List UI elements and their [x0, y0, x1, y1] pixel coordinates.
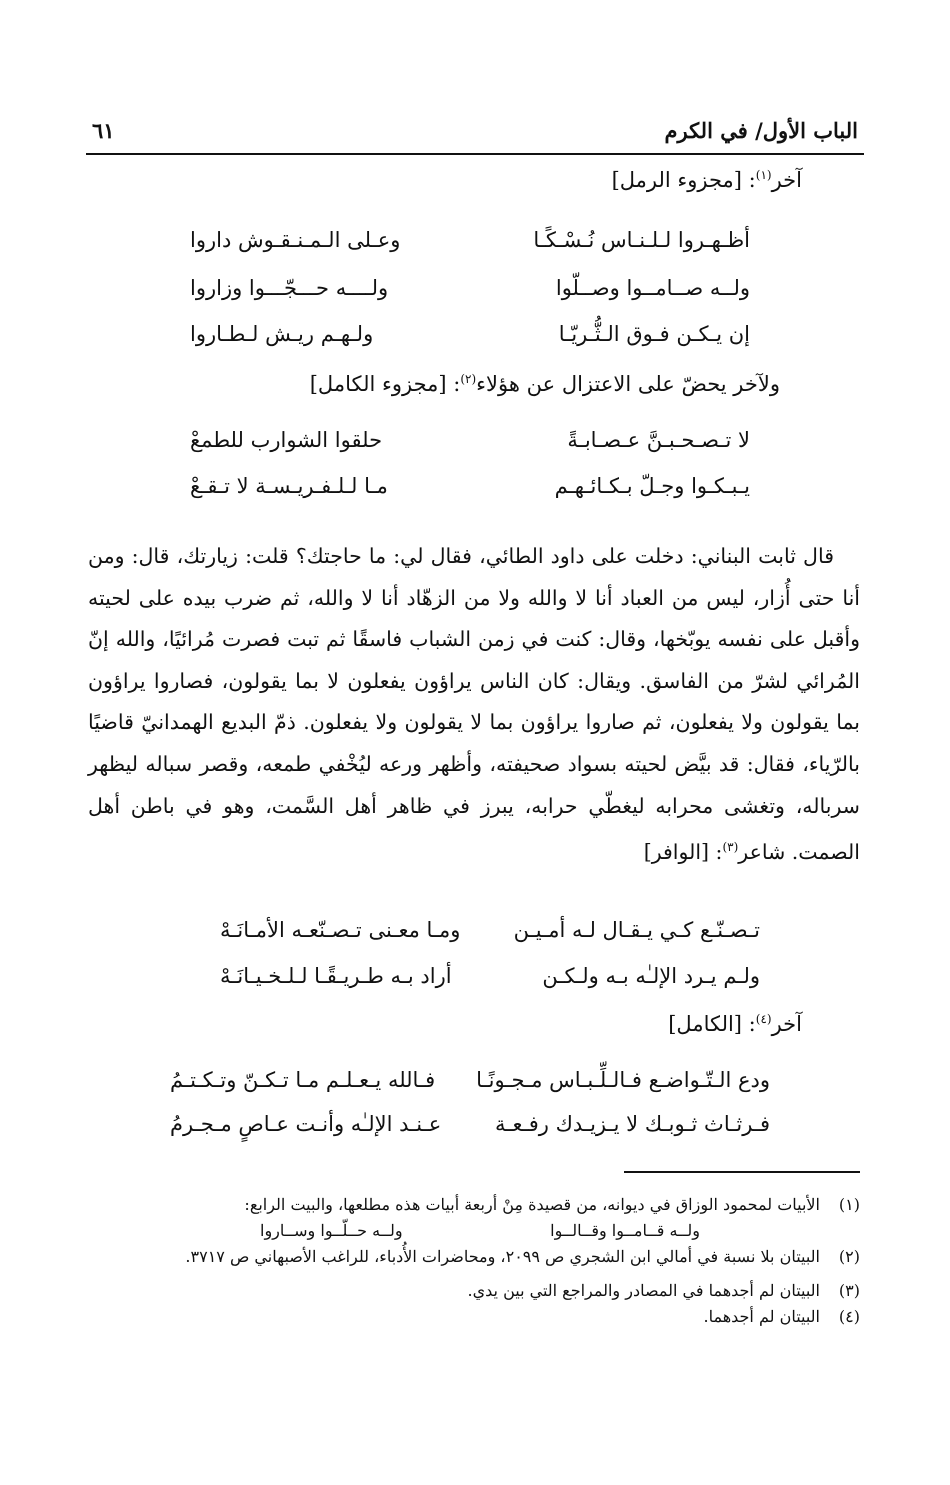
verse-line — [190, 228, 750, 268]
footnote-text: البيتان بلا نسبة في أمالي ابن الشجري ص ٢٠٩٩، ومحاضرات الأُدباء، للراغب الأصبهاني ص ٣٧١٧. — [185, 1247, 820, 1266]
footnote-verse — [260, 1218, 700, 1244]
first-hemistich: ولــه صــامــوا وصــلّوا — [555, 276, 750, 300]
poem-intro-4 — [668, 1012, 802, 1036]
poem-intro-2 — [310, 372, 780, 396]
second-hemistich: فـالله يـعـلـم مـا تـكـنّ وتـكـتـمُ — [170, 1068, 436, 1092]
footnote-ref[interactable]: (٣) — [722, 840, 739, 855]
footnote-number: (٣) — [838, 1281, 860, 1300]
second-hemistich: ولــــه حـــجّـــوا وزاروا — [190, 276, 389, 300]
second-hemistich: وعـلى الـمـنـقـوش داروا — [190, 228, 401, 252]
meter-label: : [الكامل] — [668, 1012, 756, 1036]
footnotes — [82, 1192, 860, 1330]
first-hemistich: إن يـكـن فـوق الـثُّـريّـا — [558, 322, 750, 346]
footnote-number: (٤) — [838, 1307, 860, 1326]
footnote-item — [82, 1278, 860, 1304]
meter-label: : [الوافر] — [643, 839, 723, 864]
header-rule — [86, 153, 864, 155]
poem-intro-1 — [612, 168, 802, 192]
second-hemistich: ومـا معـنى تـصـنّعـه الأمـانَـهْ — [220, 918, 461, 942]
first-hemistich: ولـم يـرد الإلـٰه بـه ولـكـن — [542, 964, 760, 988]
verse-line — [190, 322, 750, 362]
intro-text: ولآخر يحضّ على الاعتزال عن هؤلاء — [476, 372, 780, 396]
footnote-text: البيتان لم أجدهما. — [703, 1307, 820, 1326]
footnote-number: (١) — [838, 1195, 860, 1214]
verse-line — [220, 918, 760, 958]
footnote-ref[interactable]: (١) — [755, 168, 772, 182]
intro-word: آخر — [771, 168, 802, 192]
first-hemistich: ودع الـتّـواضـع فـالـلِّـبـاس مـجـونًـا — [476, 1068, 770, 1092]
first-hemistich: فـرثـاث ثـوبـك لا يـزيـدك رفـعـة — [495, 1112, 770, 1136]
footnote-number: (٢) — [838, 1247, 860, 1266]
verse-line — [190, 428, 750, 468]
first-hemistich: يـبـكـوا وجـلّ بـكـائـهـم — [554, 474, 750, 498]
footnote-ref[interactable]: (٢) — [460, 372, 477, 386]
first-hemistich: ولــه قــامــوا وقــالــوا — [550, 1221, 700, 1240]
footnote-rule — [624, 1171, 860, 1173]
footnote-item — [82, 1304, 860, 1330]
second-hemistich: حلقوا الشوارب للطمعْ — [190, 428, 383, 452]
verse-line — [220, 964, 760, 1004]
meter-label: : [مجزوء الكامل] — [309, 372, 461, 396]
prose-paragraph — [88, 536, 860, 874]
first-hemistich: تـصـنّـع كـي يـقـال لـه أمـيـن — [513, 918, 760, 942]
prose-text: قال ثابت البناني: دخلت على داود الطائي، فقال لي: ما حاجتك؟ قلت: زيارتك، قال: ومن أنا حتى أُزار، ليس من العباد أنا لا والله ولا من الزهّاد أنا لا والله، ثم ضرب بيده على لحيته وأقبل على نفسه يوبّخها، وقال: كنت في زمن الشباب فاسقًا ثم تبت فصرت مُرائيًا، والله إنّ المُرائي لشرّ من الفاسق. ويقال: كان الناس يراؤون يفعلون لا بما يقولون، فصاروا يراؤون بما يقولون ولا يفعلون، ثم صاروا يراؤون بما لا يقولون ولا يفعلون. ذمّ البديع الهمدانيّ قاضيًا بالرّياء، فقال: قد بيَّض لحيته بسواد صحيفته، وأظهر ورعه ليُخْفي طمعه، وقصر سباله ليظهر سرباله، وتغشى محرابه ليغطّي حرابه، يبرز في ظاهر أهل السَّمت، وهو في باطن أهل الصمت. شاعر — [88, 544, 860, 864]
verse-line — [190, 474, 750, 514]
footnote-text: الأبيات لمحمود الوزاق في ديوانه، من قصيدة مِنْ أربعة أبيات هذه مطلعها، والبيت الرابع: — [244, 1195, 820, 1214]
second-hemistich: أراد بـه طـريـقًـا لـلـخـيـانَـهْ — [220, 964, 452, 988]
verse-line — [170, 1112, 770, 1152]
footnote-ref[interactable]: (٤) — [755, 1012, 772, 1026]
footnote-item — [82, 1244, 860, 1270]
meter-label: : [مجزوء الرمل] — [611, 168, 756, 192]
verse-line — [170, 1068, 770, 1108]
first-hemistich: لا تـصـحـبـنَّ عـصـابـةً — [567, 428, 750, 452]
footnote-text: البيتان لم أجدهما في المصادر والمراجع التي بين يدي. — [467, 1281, 820, 1300]
intro-word: آخر — [771, 1012, 802, 1036]
second-hemistich: مـا لـلـفـريـسـة لا تـقـعْ — [190, 474, 388, 498]
running-header-title: الباب الأول/ في الكرم — [664, 118, 858, 143]
first-hemistich: أظـهـروا لـلـنـاس نُـسْـكًـا — [533, 228, 750, 252]
second-hemistich: ولــه حــلّــوا وســاروا — [260, 1221, 403, 1240]
second-hemistich: عـنـد الإلـٰه وأنـت عـاصٍ مـجـرمُ — [170, 1112, 442, 1136]
verse-line — [190, 276, 750, 316]
second-hemistich: ولـهـم ريـش لـطـاروا — [190, 322, 374, 346]
page-number: ٦١ — [92, 118, 115, 143]
footnote-item — [82, 1192, 860, 1244]
